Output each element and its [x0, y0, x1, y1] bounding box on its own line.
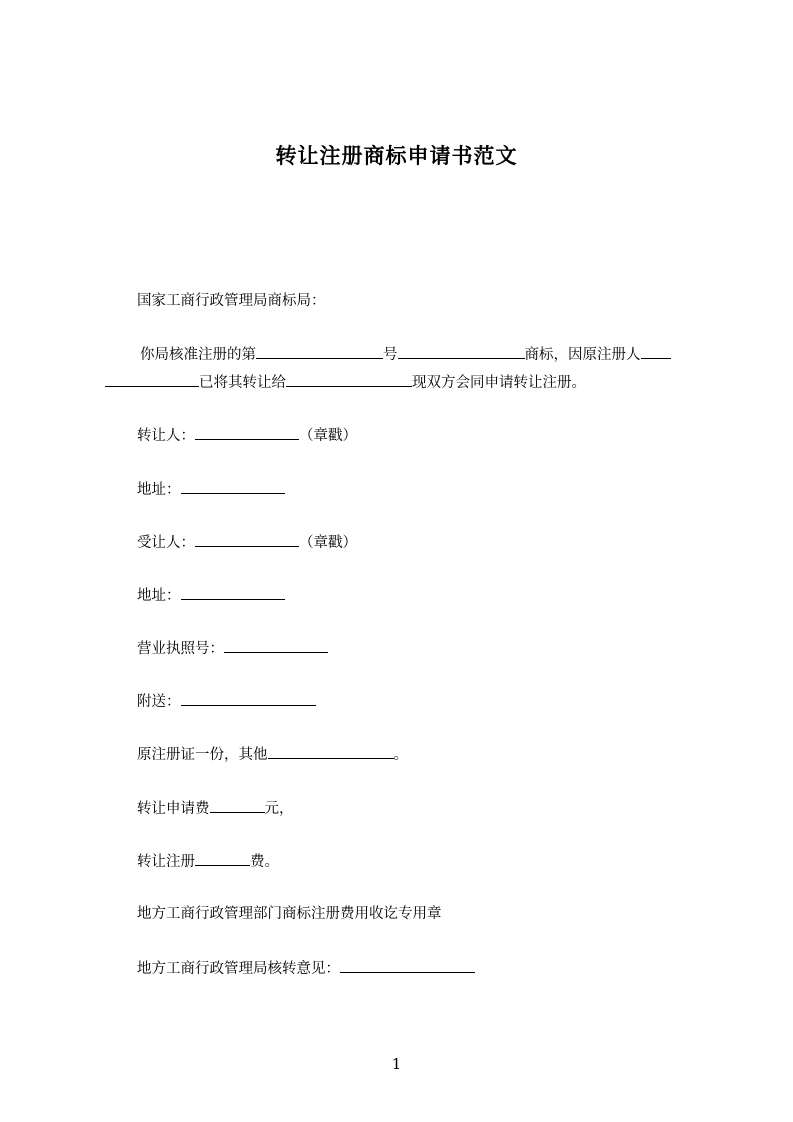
- body-text-5: 现双方会同申请转让注册。: [412, 375, 586, 391]
- body-text-4: 已将其转让给: [199, 375, 286, 391]
- transferee-seal: （章戳）: [299, 535, 357, 551]
- body-text-1: 你局核准注册的第: [140, 347, 256, 363]
- document-title: 转让注册商标申请书范文: [275, 144, 518, 168]
- fee-seal-note: 地方工商行政管理部门商标注册费用收讫专用章: [137, 906, 442, 922]
- business-license-label: 营业执照号：: [137, 641, 224, 657]
- transferee-label: 受让人：: [137, 535, 195, 551]
- registration-fee-prefix: 转让注册: [137, 854, 195, 870]
- business-license-line: [137, 638, 328, 659]
- transferor-line: [137, 425, 357, 446]
- transferee-line: [137, 532, 357, 553]
- page-number: 1: [391, 1055, 402, 1073]
- registration-fee-blank: [195, 851, 250, 866]
- transferee-address-blank: [181, 585, 285, 600]
- body-text-2: 号: [383, 347, 398, 363]
- transfer-fee-line: [137, 798, 294, 819]
- body-paragraph-line-2: [105, 372, 586, 393]
- addressee: 国家工商行政管理局商标局：: [137, 293, 326, 309]
- attachments-blank: [181, 691, 316, 706]
- body-paragraph-line-1: [140, 344, 671, 365]
- transferor-blank: [195, 425, 299, 440]
- local-opinion-label: 地方工商行政管理局核转意见：: [137, 961, 340, 977]
- registration-fee-line: [137, 851, 279, 872]
- transferee-address-line: [137, 585, 285, 606]
- original-registrant-blank-part2: [105, 372, 199, 387]
- trademark-name-blank: [398, 344, 525, 359]
- original-cert-prefix: 原注册证一份，其他: [137, 747, 268, 763]
- transferor-address-line: [137, 479, 285, 500]
- attachments-label: 附送：: [137, 694, 181, 710]
- registration-number-blank: [256, 344, 383, 359]
- transfer-fee-blank: [210, 798, 265, 813]
- transferor-seal: （章戳）: [299, 428, 357, 444]
- transferor-address-blank: [181, 479, 285, 494]
- registration-fee-suffix: 费。: [250, 854, 279, 870]
- original-cert-blank: [268, 744, 394, 759]
- original-cert-line: [137, 744, 408, 765]
- body-text-3: 商标，因原注册人: [524, 347, 641, 363]
- transferor-address-label: 地址：: [137, 482, 181, 498]
- original-registrant-blank-part1: [641, 344, 671, 359]
- transferee-address-label: 地址：: [137, 588, 181, 604]
- local-opinion-line: [137, 958, 475, 979]
- transfer-fee-prefix: 转让申请费: [137, 801, 210, 817]
- transferor-label: 转让人：: [137, 428, 195, 444]
- attachments-line: [137, 691, 316, 712]
- transfer-fee-suffix: 元，: [264, 801, 294, 817]
- transferee-name-blank: [286, 372, 412, 387]
- original-cert-suffix: 。: [393, 747, 408, 763]
- local-opinion-blank: [340, 958, 475, 973]
- business-license-blank: [224, 638, 328, 653]
- transferee-blank: [195, 532, 299, 547]
